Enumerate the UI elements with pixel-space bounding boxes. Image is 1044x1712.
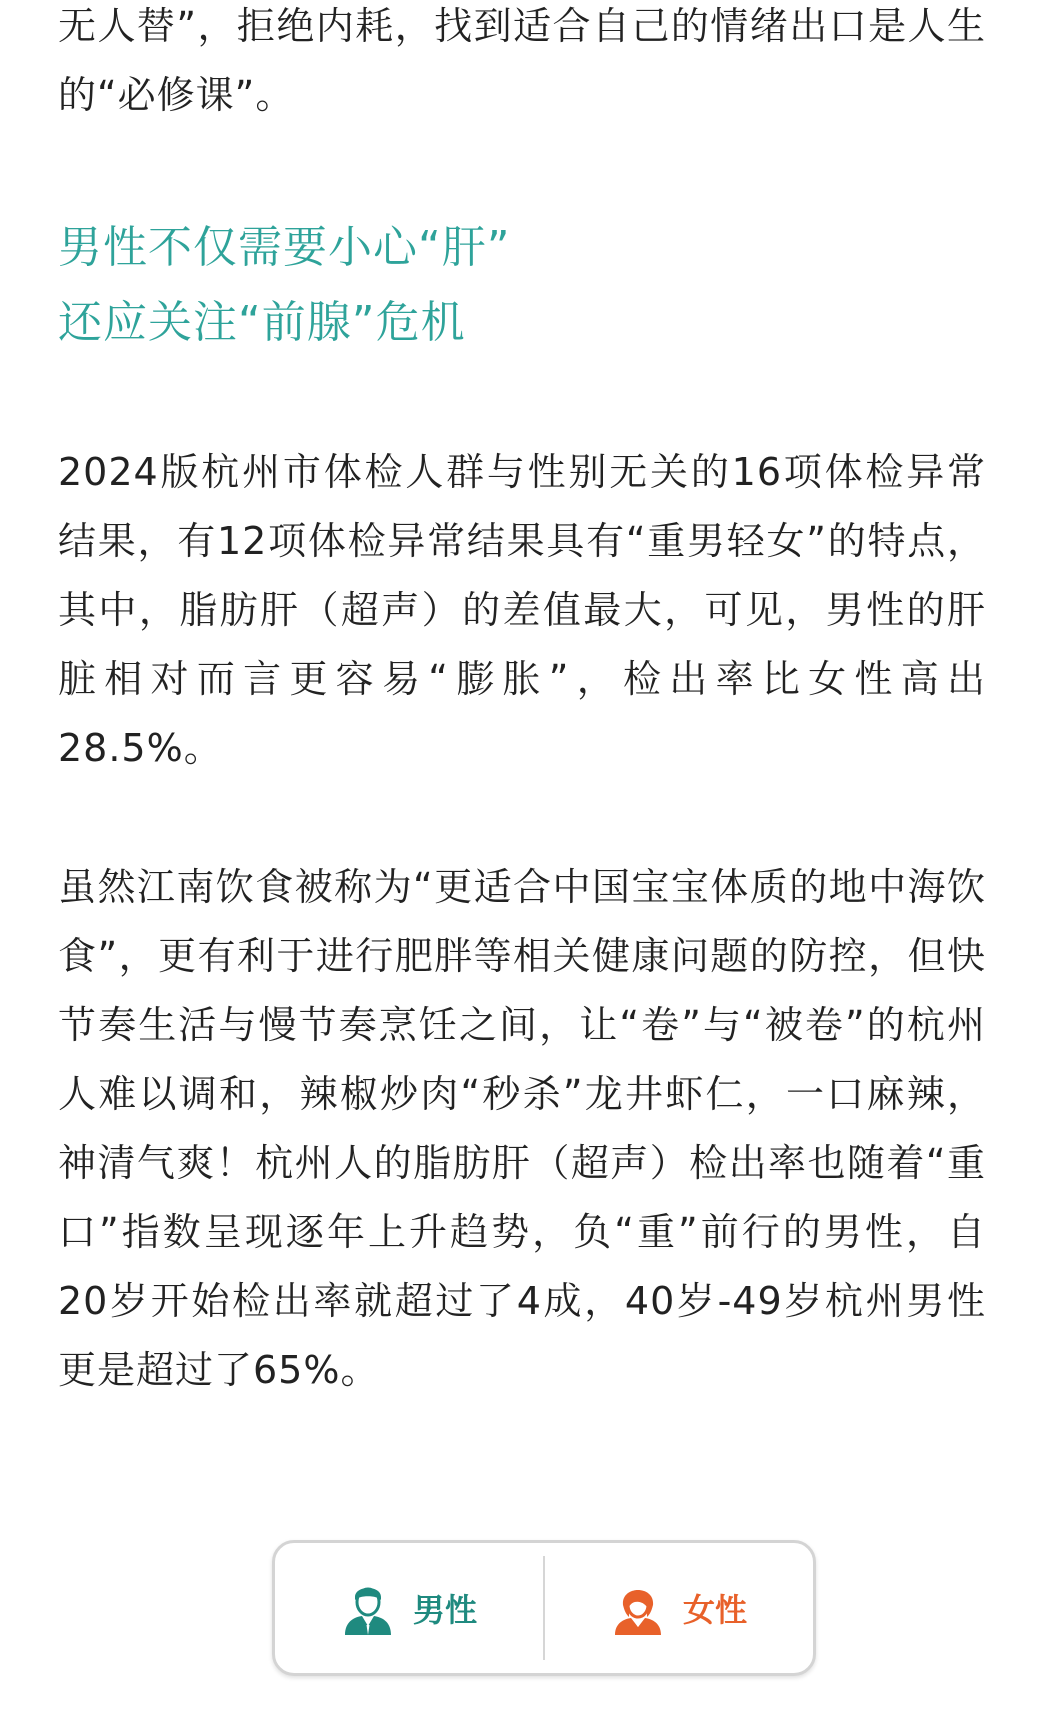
male-user-icon — [341, 1579, 395, 1637]
female-tab[interactable] — [545, 1543, 813, 1673]
section-heading-line-2: 还应关注“前腺”危机 — [58, 297, 466, 348]
gender-toggle — [272, 1540, 816, 1676]
section-heading-line-1: 男性不仅需要小心“肝” — [58, 222, 511, 273]
male-tab-label: 男性 — [412, 1591, 477, 1629]
section-heading — [58, 210, 986, 360]
female-user-icon — [611, 1579, 665, 1637]
male-tab[interactable] — [275, 1543, 543, 1673]
intro-paragraph: 无人替”，拒绝内耗，找到适合自己的情绪出口是人生的“必修课”。 — [58, 4, 986, 117]
female-tab-label: 女性 — [682, 1591, 747, 1629]
stats-paragraph: 2024版杭州市体检人群与性别无关的16项体检异常结果，有12项体检异常结果具有“重男轻女”的特点，其中，脂肪肝（超声）的差值最大，可见，男性的肝脏相对而言更容易“膨胀”，检出率比女性高出28.5%。 — [58, 450, 986, 770]
diet-paragraph: 虽然江南饮食被称为“更适合中国宝宝体质的地中海饮食”，更有利于进行肥胖等相关健康问题的防控，但快节奏生活与慢节奏烹饪之间，让“卷”与“被卷”的杭州人难以调和，辣椒炒肉“秒杀”龙井虾仁，一口麻辣，神清气爽！杭州人的脂肪肝（超声）检出率也随着“重口”指数呈现逐年上升趋势，负“重”前行的男性，自20岁开始检出率就超过了4成，40岁-49岁杭州男性更是超过了65%。 — [58, 865, 986, 1392]
